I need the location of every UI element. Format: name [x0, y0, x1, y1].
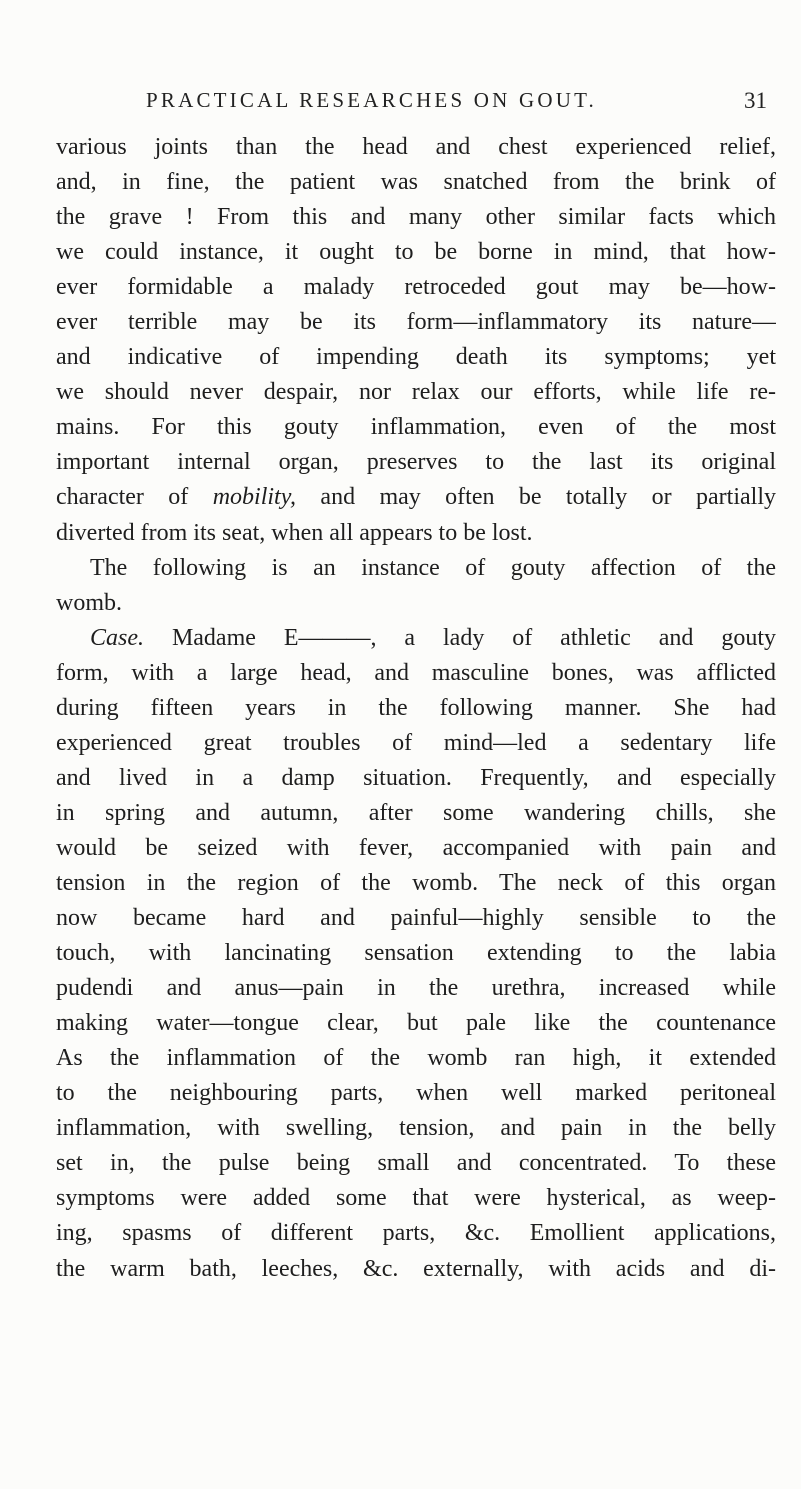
text-line: experienced great troubles of mind—led a sedentary life [56, 729, 776, 756]
text-line: and indicative of impending death its symptoms; yet [56, 344, 776, 371]
text-line: pudendi and anus—pain in the urethra, increased while [56, 975, 776, 1002]
text-line: important internal organ, preserves to the last its original [56, 449, 776, 476]
page-number: 31 [744, 88, 767, 113]
text-line: ever formidable a malady retroceded gout may be—how- [56, 274, 776, 301]
text-line: womb. [56, 589, 122, 616]
text-fragment: Madame E———, a lady of athletic and gouty [171, 624, 776, 651]
text-line: during fifteen years in the following manner. She had [56, 694, 776, 721]
text-line: the grave ! From this and many other similar facts which [56, 204, 776, 231]
text-fragment: character of [56, 484, 189, 511]
text-line: diverted from its seat, when all appears to be lost. [56, 519, 533, 546]
text-line: set in, the pulse being small and concentrated. To these [56, 1150, 776, 1177]
text-line: As the inflammation of the womb ran high, it extended [56, 1045, 776, 1072]
text-line: form, with a large head, and masculine bones, was afflicted [56, 659, 776, 686]
text-line: making water—tongue clear, but pale like the countenance [56, 1010, 776, 1037]
text-line: and, in fine, the patient was snatched from the brink of [56, 169, 776, 196]
text-line: tension in the region of the womb. The neck of this organ [56, 869, 776, 896]
running-head [0, 88, 801, 124]
text-line: The following is an instance of gouty affection of the [90, 554, 776, 581]
italic-term: mobility, [212, 484, 297, 511]
text-line: we should never despair, nor relax our efforts, while life re- [56, 379, 776, 406]
text-line: mains. For this gouty inflammation, even of the most [56, 414, 776, 441]
running-head-title: PRACTICAL RESEARCHES ON GOUT. [146, 88, 597, 112]
text-line: now became hard and painful—highly sensible to the [56, 905, 776, 932]
text-line: touch, with lancinating sensation extending to the labia [56, 940, 776, 967]
text-line: symptoms were added some that were hysterical, as weep- [56, 1185, 776, 1212]
text-line: the warm bath, leeches, &c. externally, with acids and di- [56, 1255, 776, 1282]
text-line: and lived in a damp situation. Frequently, and especially [56, 764, 776, 791]
text-line: ing, spasms of different parts, &c. Emollient applications, [56, 1220, 776, 1247]
text-line: would be seized with fever, accompanied with pain and [56, 834, 776, 861]
text-line: to the neighbouring parts, when well marked peritoneal [56, 1080, 776, 1107]
body-text [56, 130, 776, 1287]
text-line: inflammation, with swelling, tension, and pain in the belly [56, 1115, 776, 1142]
case-line [56, 621, 776, 656]
text-line: we could instance, it ought to be borne in mind, that how- [56, 239, 776, 266]
text-fragment: and may often be totally or partially [320, 484, 776, 511]
case-label: Case. [90, 624, 144, 651]
text-line: ever terrible may be its form—inflammatory its nature— [56, 309, 776, 336]
text-line-mobility [56, 480, 776, 515]
text-line: in spring and autumn, after some wandering chills, she [56, 799, 776, 826]
text-line: various joints than the head and chest experienced relief, [56, 134, 776, 160]
